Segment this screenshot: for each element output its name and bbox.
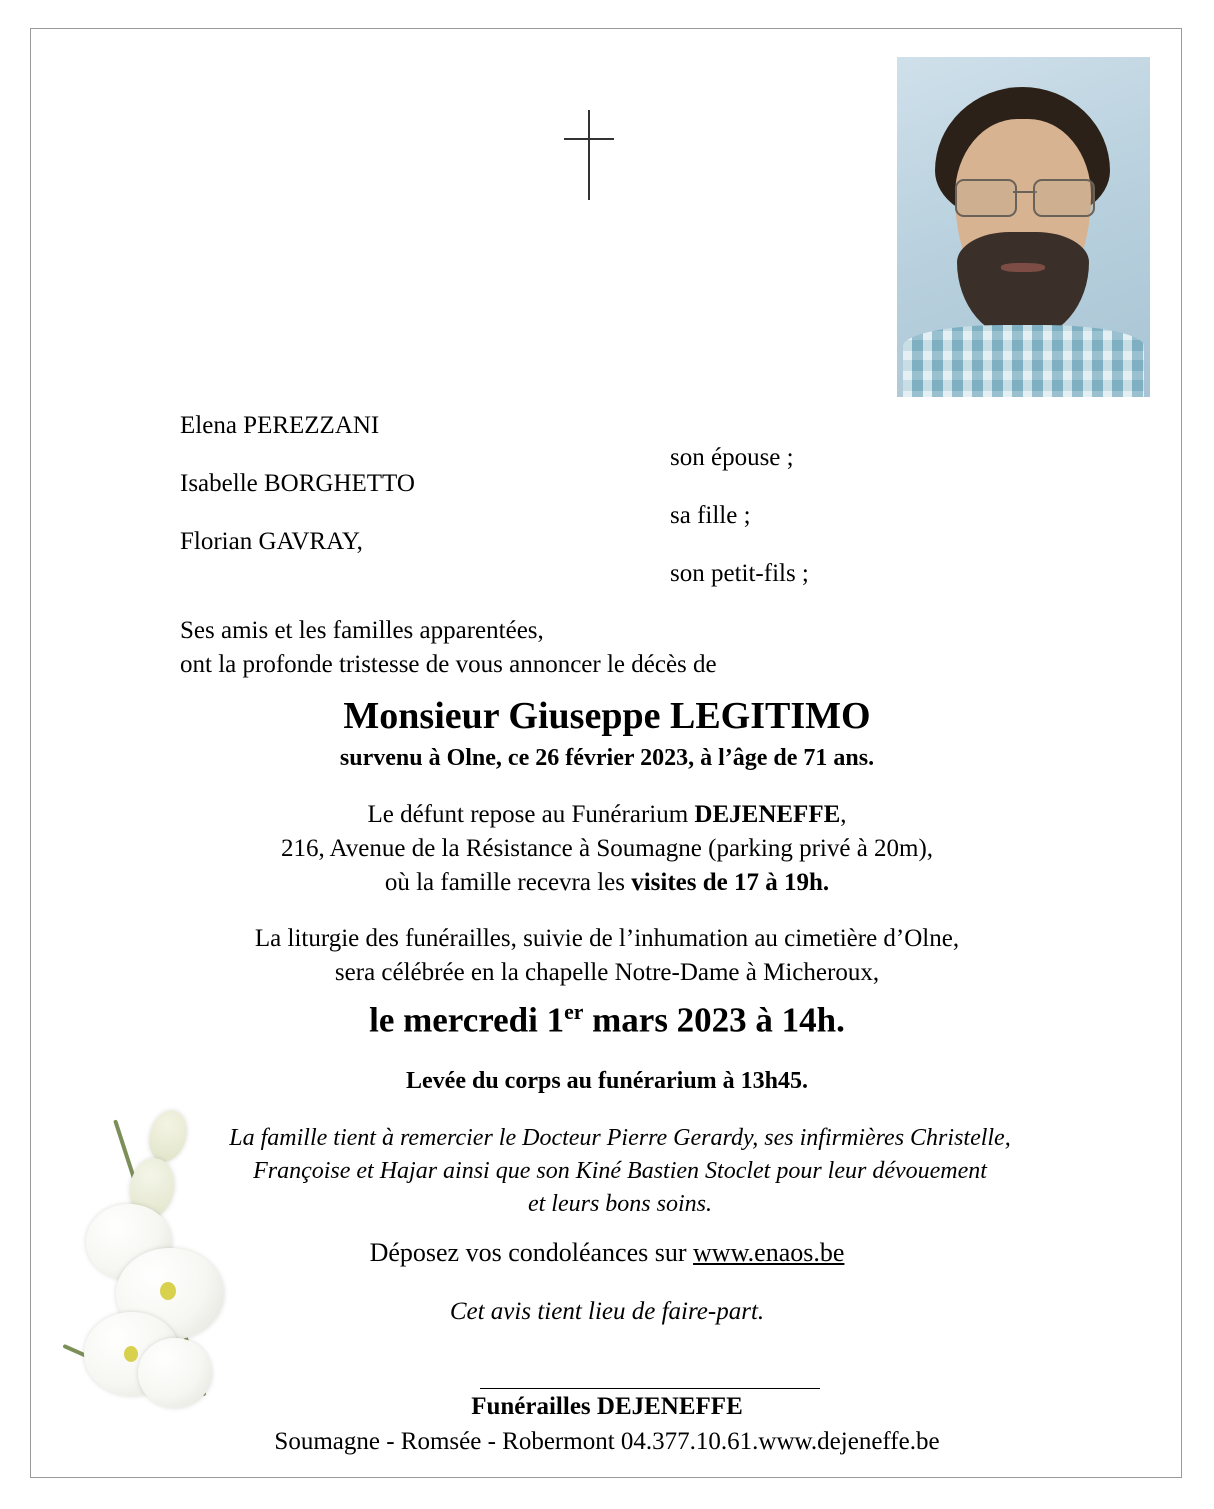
intro-block: [180, 614, 717, 682]
ceremony-datetime-suffix: mars 2023 à 14h.: [583, 1000, 845, 1040]
footer-address: Soumagne - Romsée - Robermont 04.377.10.61.www.dejeneffe.be: [274, 1428, 940, 1455]
survivor-row: [180, 470, 1040, 528]
ceremony-datetime: [0, 1000, 1214, 1041]
survivor-row: [180, 528, 1040, 586]
condolences-text: Déposez vos condoléances sur: [369, 1238, 694, 1267]
deceased-details: survenu à Olne, ce 26 février 2023, à l’âge de 71 ans.: [339, 745, 875, 771]
survivor-relation: sa fille ;: [670, 502, 751, 529]
condolences-link[interactable]: www.enaos.be: [693, 1238, 845, 1267]
cross-icon: [588, 110, 590, 200]
thanks-line-3: et leurs bons soins.: [527, 1191, 712, 1217]
survivor-relation: son épouse ;: [670, 444, 794, 471]
repose-line-1-prefix: Le défunt repose au Funérarium: [367, 801, 695, 828]
intro-line-2: ont la profonde tristesse de vous annoncer le décès de: [180, 651, 717, 678]
survivors-list: [180, 412, 1040, 586]
funeral-home-name: DEJENEFFE: [694, 801, 841, 828]
portrait-photo: [897, 57, 1150, 397]
portrait-shirt: [903, 325, 1144, 397]
repose-block: [0, 798, 1214, 900]
survivor-name: Elena PEREZZANI: [180, 412, 380, 439]
survivor-name: Isabelle BORGHETTO: [180, 470, 415, 497]
thanks-line-1: La famille tient à remercier le Docteur Pierre Gerardy, ses infirmières Christelle,: [229, 1125, 1011, 1151]
repose-line-1: [0, 798, 1214, 832]
thanks-block: [200, 1122, 1040, 1221]
levee-text: Levée du corps au funérarium à 13h45.: [406, 1068, 808, 1094]
glasses-icon: [955, 179, 1095, 213]
liturgy-block: [0, 922, 1214, 990]
repose-line-3: [0, 866, 1214, 900]
portrait-mouth: [1001, 263, 1045, 272]
survivor-name: Florian GAVRAY,: [180, 528, 363, 555]
thanks-line-2: Françoise et Hajar ainsi que son Kiné Bastien Stoclet pour leur dévouement: [253, 1158, 987, 1184]
ceremony-datetime-ordinal: er: [564, 1000, 584, 1024]
liturgy-line-2: sera célébrée en la chapelle Notre-Dame à Micheroux,: [334, 959, 880, 986]
visiting-hours: visites de 17 à 19h.: [631, 869, 830, 896]
orchid-center: [124, 1346, 138, 1362]
intro-line-1: Ses amis et les familles apparentées,: [180, 617, 544, 644]
glasses-lens-left: [955, 179, 1017, 217]
repose-line-1-suffix: ,: [840, 801, 847, 828]
portrait-beard: [957, 232, 1089, 340]
footer-divider: [480, 1388, 820, 1389]
condolences-line: [0, 1238, 1214, 1268]
footer-company: Funérailles DEJENEFFE: [471, 1393, 743, 1420]
survivor-row: [180, 412, 1040, 470]
orchid-bud: [144, 1106, 193, 1166]
survivor-relation: son petit-fils ;: [670, 560, 809, 587]
glasses-lens-right: [1033, 179, 1095, 217]
liturgy-line-1: La liturgie des funérailles, suivie de l’inhumation au cimetière d’Olne,: [254, 925, 960, 952]
deceased-name: Monsieur Giuseppe LEGITIMO: [343, 695, 871, 737]
repose-line-3-prefix: où la famille recevra les: [384, 869, 632, 896]
faire-part-notice: Cet avis tient lieu de faire-part.: [449, 1298, 765, 1325]
ceremony-datetime-prefix: le mercredi 1: [369, 1000, 565, 1040]
repose-line-2: 216, Avenue de la Résistance à Soumagne (parking privé à 20m),: [280, 835, 934, 862]
